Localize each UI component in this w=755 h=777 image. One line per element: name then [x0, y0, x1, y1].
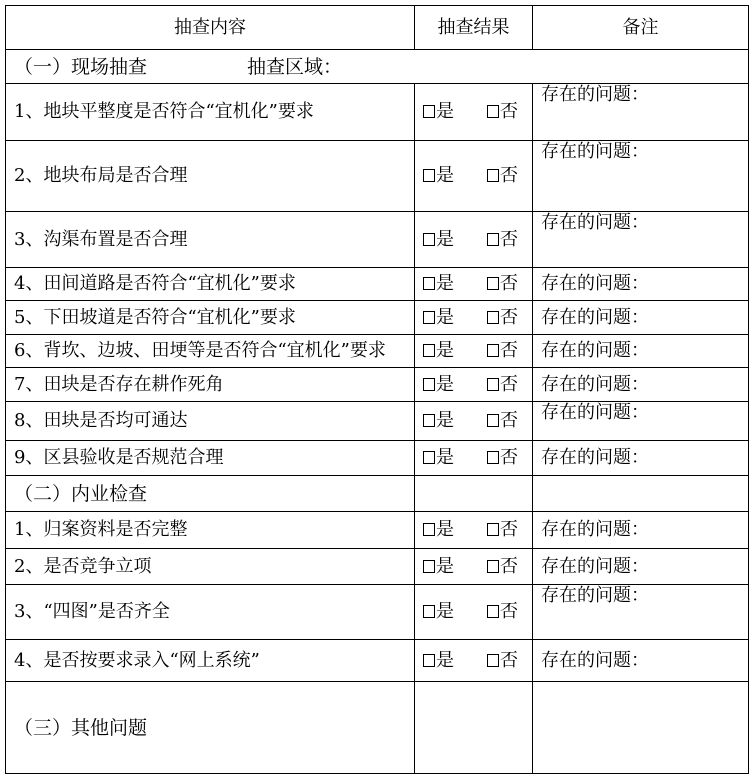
yes-option[interactable]: [423, 229, 487, 251]
yes-option[interactable]: [423, 340, 487, 362]
note-label: 存在的问题：: [541, 447, 649, 468]
note-cell: [533, 640, 749, 682]
item-row: [6, 402, 749, 441]
note-cell: [533, 84, 749, 141]
no-label: 否: [500, 306, 518, 328]
item-row: [6, 301, 749, 335]
note-label: 存在的问题：: [541, 649, 649, 671]
item-row: [6, 640, 749, 682]
note-cell: [533, 141, 749, 212]
no-label: 否: [500, 410, 518, 431]
section-title: （三）其他问题: [6, 682, 415, 774]
result-cell: [415, 640, 533, 682]
section1-title: （一）现场抽查: [14, 55, 148, 78]
yes-label: 是: [436, 228, 454, 250]
no-label: 否: [500, 101, 518, 122]
item-row: [6, 441, 749, 476]
no-option[interactable]: [487, 101, 518, 122]
header-note: 备注: [533, 6, 749, 50]
no-checkbox[interactable]: [487, 277, 499, 290]
yes-label: 是: [436, 601, 454, 622]
note-cell: [533, 585, 749, 640]
item-label: 6、背坎、边坡、田埂等是否符合“宜机化”要求: [6, 335, 415, 368]
note-cell: [533, 268, 749, 301]
yes-option[interactable]: [423, 650, 487, 672]
note-label: 存在的问题：: [541, 402, 649, 423]
no-label: 否: [500, 519, 518, 540]
yes-label: 是: [436, 340, 454, 361]
item-row: [6, 84, 749, 141]
result-cell: [415, 402, 533, 441]
result-cell: [415, 549, 533, 585]
yes-checkbox[interactable]: [423, 414, 435, 427]
no-option[interactable]: [487, 273, 518, 294]
result-cell: [415, 301, 533, 335]
empty-cell: [415, 476, 533, 512]
yes-checkbox[interactable]: [423, 233, 435, 246]
no-option[interactable]: [487, 165, 518, 186]
yes-option[interactable]: [423, 447, 487, 469]
empty-cell: [533, 476, 749, 512]
note-label: 存在的问题：: [541, 555, 649, 577]
yes-checkbox[interactable]: [423, 105, 435, 118]
no-option[interactable]: [487, 519, 518, 540]
item-label: 7、田块是否存在耕作死角: [6, 368, 415, 402]
yes-label: 是: [436, 649, 454, 671]
yes-label: 是: [436, 410, 454, 431]
yes-option[interactable]: [423, 410, 487, 432]
yes-label: 是: [436, 165, 454, 186]
yes-label: 是: [436, 447, 454, 468]
no-option[interactable]: [487, 601, 518, 622]
item-label: 5、下田坡道是否符合“宜机化”要求: [6, 301, 415, 335]
no-label: 否: [500, 601, 518, 622]
yes-label: 是: [436, 519, 454, 540]
header-content: 抽查内容: [6, 6, 415, 50]
result-cell: [415, 441, 533, 476]
yes-option[interactable]: [423, 374, 487, 396]
item-label: 4、田间道路是否符合“宜机化”要求: [6, 268, 415, 301]
item-label: 3、沟渠布置是否合理: [6, 212, 415, 268]
note-cell: [533, 212, 749, 268]
result-cell: [415, 368, 533, 402]
no-option[interactable]: [487, 556, 518, 577]
no-option[interactable]: [487, 374, 518, 395]
section1-cell: [6, 50, 749, 84]
no-checkbox[interactable]: [487, 451, 499, 464]
yes-option[interactable]: [423, 273, 487, 295]
no-option[interactable]: [487, 410, 518, 431]
item-label: 2、是否竞争立项: [6, 549, 415, 585]
no-label: 否: [500, 273, 518, 294]
item-row: [6, 585, 749, 640]
item-label: 9、区县验收是否规范合理: [6, 441, 415, 476]
no-checkbox[interactable]: [487, 414, 499, 427]
note-label: 存在的问题：: [541, 306, 649, 328]
header-row: [6, 6, 749, 50]
result-cell: [415, 212, 533, 268]
yes-checkbox[interactable]: [423, 344, 435, 357]
no-label: 否: [500, 555, 518, 577]
item-row: [6, 368, 749, 402]
item-row: [6, 549, 749, 585]
section-row: [6, 476, 749, 512]
no-label: 否: [500, 649, 518, 671]
note-label: 存在的问题：: [541, 141, 649, 162]
yes-checkbox[interactable]: [423, 560, 435, 573]
note-label: 存在的问题：: [541, 373, 649, 395]
yes-label: 是: [436, 373, 454, 395]
result-cell: [415, 268, 533, 301]
item-row: [6, 335, 749, 368]
yes-option[interactable]: [423, 307, 487, 329]
no-checkbox[interactable]: [487, 654, 499, 667]
no-option[interactable]: [487, 447, 518, 468]
no-label: 否: [500, 373, 518, 395]
no-checkbox[interactable]: [487, 560, 499, 573]
yes-label: 是: [436, 273, 454, 294]
note-cell: [533, 335, 749, 368]
no-checkbox[interactable]: [487, 378, 499, 391]
note-cell: [533, 512, 749, 549]
note-label: 存在的问题：: [541, 585, 649, 606]
section1-row: [6, 50, 749, 84]
item-row: [6, 268, 749, 301]
item-label: 3、“四图”是否齐全: [6, 585, 415, 640]
no-option[interactable]: [487, 307, 518, 328]
inspection-form-table: [5, 5, 749, 774]
header-result: 抽查结果: [415, 6, 533, 50]
yes-checkbox[interactable]: [423, 277, 435, 290]
result-cell: [415, 84, 533, 141]
yes-checkbox[interactable]: [423, 654, 435, 667]
item-row: [6, 141, 749, 212]
note-cell: [533, 441, 749, 476]
note-label: 存在的问题：: [541, 340, 649, 361]
yes-checkbox[interactable]: [423, 451, 435, 464]
no-checkbox[interactable]: [487, 233, 499, 246]
region-label: 抽查区域：: [247, 55, 343, 78]
result-cell: [415, 585, 533, 640]
item-label: 1、地块平整度是否符合“宜机化”要求: [6, 84, 415, 141]
no-checkbox[interactable]: [487, 105, 499, 118]
item-label: 2、地块布局是否合理: [6, 141, 415, 212]
item-label: 8、田块是否均可通达: [6, 402, 415, 441]
yes-label: 是: [436, 306, 454, 328]
result-cell: [415, 141, 533, 212]
no-checkbox[interactable]: [487, 169, 499, 182]
yes-option[interactable]: [423, 601, 487, 623]
note-label: 存在的问题：: [541, 519, 649, 540]
no-option[interactable]: [487, 340, 518, 361]
note-label: 存在的问题：: [541, 273, 649, 294]
yes-checkbox[interactable]: [423, 523, 435, 536]
section-title: （二）内业检查: [6, 476, 415, 512]
note-cell: [533, 368, 749, 402]
no-option[interactable]: [487, 650, 518, 671]
empty-cell: [415, 682, 533, 774]
yes-checkbox[interactable]: [423, 378, 435, 391]
result-cell: [415, 335, 533, 368]
empty-cell: [533, 682, 749, 774]
yes-checkbox[interactable]: [423, 169, 435, 182]
no-checkbox[interactable]: [487, 605, 499, 618]
no-checkbox[interactable]: [487, 523, 499, 536]
yes-option[interactable]: [423, 519, 487, 541]
note-cell: [533, 301, 749, 335]
yes-option[interactable]: [423, 556, 487, 578]
no-option[interactable]: [487, 229, 518, 250]
yes-option[interactable]: [423, 165, 487, 187]
no-checkbox[interactable]: [487, 311, 499, 324]
note-cell: [533, 402, 749, 441]
no-label: 否: [500, 340, 518, 361]
note-label: 存在的问题：: [541, 212, 649, 233]
yes-option[interactable]: [423, 101, 487, 123]
item-row: [6, 512, 749, 549]
item-label: 1、归案资料是否完整: [6, 512, 415, 549]
no-label: 否: [500, 228, 518, 250]
note-label: 存在的问题：: [541, 84, 649, 105]
no-checkbox[interactable]: [487, 344, 499, 357]
yes-label: 是: [436, 555, 454, 577]
no-label: 否: [500, 165, 518, 186]
yes-label: 是: [436, 101, 454, 122]
yes-checkbox[interactable]: [423, 311, 435, 324]
result-cell: [415, 512, 533, 549]
item-label: 4、是否按要求录入“网上系统”: [6, 640, 415, 682]
no-label: 否: [500, 447, 518, 468]
item-row: [6, 212, 749, 268]
note-cell: [533, 549, 749, 585]
section-row: [6, 682, 749, 774]
yes-checkbox[interactable]: [423, 605, 435, 618]
